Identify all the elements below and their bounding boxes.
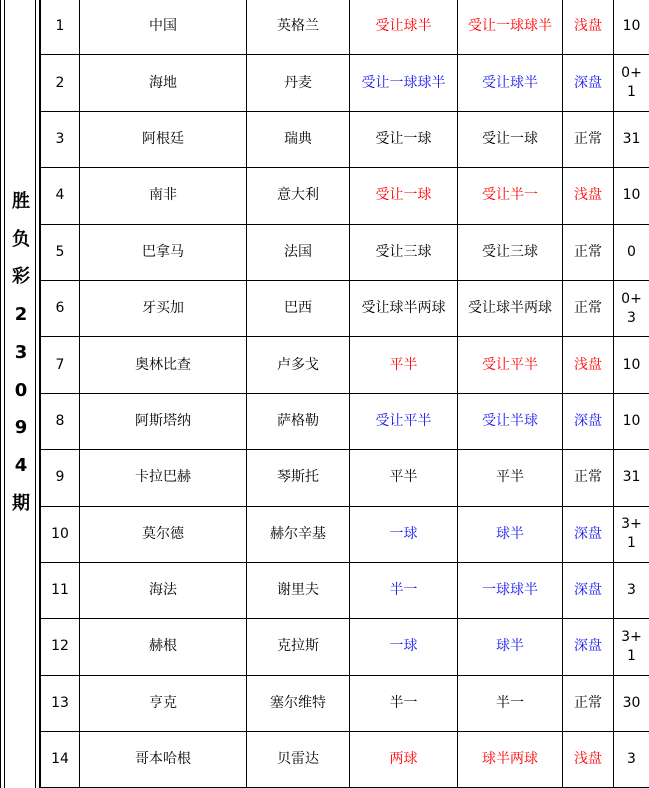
away-team-cell: 克拉斯 (247, 619, 350, 675)
home-team-cell: 牙买加 (80, 280, 247, 336)
line-type-cell: 浅盘 (563, 732, 614, 788)
handicap-current-cell: 受让球半两球 (458, 280, 563, 336)
table-row (41, 224, 649, 280)
line-type-cell: 正常 (563, 111, 614, 167)
count-cell: 10 (614, 337, 649, 393)
handicap-initial-cell: 受让三球 (350, 224, 458, 280)
handicap-current-cell: 受让球半 (458, 55, 563, 111)
away-team-cell: 法国 (247, 224, 350, 280)
handicap-current-cell: 球半 (458, 619, 563, 675)
home-team-cell: 海法 (80, 562, 247, 618)
match-number-cell: 7 (41, 337, 80, 393)
table-row (41, 393, 649, 449)
table-row (41, 506, 649, 562)
away-team-cell: 卢多戈 (247, 337, 350, 393)
home-team-cell: 巴拿马 (80, 224, 247, 280)
handicap-current-cell: 受让半一 (458, 168, 563, 224)
handicap-initial-cell: 半一 (350, 562, 458, 618)
home-team-cell: 奥林比查 (80, 337, 247, 393)
side-label-char: 2 (1, 296, 41, 334)
side-label-char: 9 (1, 409, 41, 447)
away-team-cell: 英格兰 (247, 0, 350, 55)
handicap-current-cell: 受让一球球半 (458, 0, 563, 55)
away-team-cell: 贝雷达 (247, 732, 350, 788)
match-number-cell: 8 (41, 393, 80, 449)
match-rows (41, 0, 649, 788)
table-row (41, 280, 649, 336)
handicap-current-cell: 受让平半 (458, 337, 563, 393)
home-team-cell: 海地 (80, 55, 247, 111)
side-label-char: 4 (1, 447, 41, 485)
count-cell: 0 (614, 224, 649, 280)
away-team-cell: 巴西 (247, 280, 350, 336)
match-number-cell: 13 (41, 675, 80, 731)
handicap-current-cell: 平半 (458, 450, 563, 506)
match-number-cell: 4 (41, 168, 80, 224)
away-team-cell: 瑞典 (247, 111, 350, 167)
line-type-cell: 浅盘 (563, 168, 614, 224)
count-cell: 3 (614, 732, 649, 788)
handicap-initial-cell: 受让一球 (350, 111, 458, 167)
home-team-cell: 赫根 (80, 619, 247, 675)
handicap-initial-cell: 一球 (350, 619, 458, 675)
match-number-cell: 3 (41, 111, 80, 167)
handicap-initial-cell: 平半 (350, 450, 458, 506)
handicap-initial-cell: 受让一球球半 (350, 55, 458, 111)
table-row (41, 450, 649, 506)
count-cell: 31 (614, 111, 649, 167)
home-team-cell: 莫尔德 (80, 506, 247, 562)
line-type-cell: 深盘 (563, 55, 614, 111)
home-team-cell: 阿斯塔纳 (80, 393, 247, 449)
handicap-initial-cell: 受让平半 (350, 393, 458, 449)
table-row (41, 619, 649, 675)
table-row (41, 562, 649, 618)
count-cell: 31 (614, 450, 649, 506)
away-team-cell: 谢里夫 (247, 562, 350, 618)
handicap-initial-cell: 一球 (350, 506, 458, 562)
handicap-current-cell: 受让半球 (458, 393, 563, 449)
handicap-current-cell: 一球球半 (458, 562, 563, 618)
side-label-char: 0 (1, 372, 41, 410)
handicap-initial-cell: 受让球半 (350, 0, 458, 55)
count-cell: 0+1 (614, 55, 649, 111)
handicap-initial-cell: 半一 (350, 675, 458, 731)
table-row (41, 732, 649, 788)
handicap-current-cell: 半一 (458, 675, 563, 731)
away-team-cell: 萨格勒 (247, 393, 350, 449)
line-type-cell: 深盘 (563, 393, 614, 449)
away-team-cell: 赫尔辛基 (247, 506, 350, 562)
table-row (41, 168, 649, 224)
handicap-current-cell: 受让三球 (458, 224, 563, 280)
match-number-cell: 6 (41, 280, 80, 336)
line-type-cell: 正常 (563, 450, 614, 506)
handicap-current-cell: 球半 (458, 506, 563, 562)
match-number-cell: 10 (41, 506, 80, 562)
home-team-cell: 阿根廷 (80, 111, 247, 167)
handicap-initial-cell: 受让一球 (350, 168, 458, 224)
match-number-cell: 14 (41, 732, 80, 788)
count-cell: 3+1 (614, 619, 649, 675)
side-label-char: 3 (1, 334, 41, 372)
match-number-cell: 1 (41, 0, 80, 55)
count-cell: 3 (614, 562, 649, 618)
handicap-current-cell: 受让一球 (458, 111, 563, 167)
away-team-cell: 丹麦 (247, 55, 350, 111)
match-table (40, 0, 649, 788)
table-row (41, 111, 649, 167)
home-team-cell: 南非 (80, 168, 247, 224)
home-team-cell: 哥本哈根 (80, 732, 247, 788)
match-number-cell: 12 (41, 619, 80, 675)
away-team-cell: 塞尔维特 (247, 675, 350, 731)
handicap-initial-cell: 受让球半两球 (350, 280, 458, 336)
table-row (41, 0, 649, 55)
handicap-current-cell: 球半两球 (458, 732, 563, 788)
line-type-cell: 浅盘 (563, 0, 614, 55)
line-type-cell: 正常 (563, 280, 614, 336)
away-team-cell: 琴斯托 (247, 450, 350, 506)
home-team-cell: 卡拉巴赫 (80, 450, 247, 506)
table-row (41, 337, 649, 393)
match-number-cell: 5 (41, 224, 80, 280)
home-team-cell: 亨克 (80, 675, 247, 731)
side-label-char: 期 (1, 485, 41, 523)
side-label (1, 183, 41, 522)
count-cell: 10 (614, 393, 649, 449)
match-number-cell: 9 (41, 450, 80, 506)
line-type-cell: 深盘 (563, 619, 614, 675)
match-number-cell: 2 (41, 55, 80, 111)
table-row (41, 55, 649, 111)
count-cell: 10 (614, 168, 649, 224)
match-number-cell: 11 (41, 562, 80, 618)
handicap-initial-cell: 平半 (350, 337, 458, 393)
line-type-cell: 深盘 (563, 506, 614, 562)
line-type-cell: 正常 (563, 675, 614, 731)
count-cell: 3+1 (614, 506, 649, 562)
count-cell: 10 (614, 0, 649, 55)
count-cell: 0+3 (614, 280, 649, 336)
away-team-cell: 意大利 (247, 168, 350, 224)
line-type-cell: 深盘 (563, 562, 614, 618)
side-label-char: 胜 (1, 183, 41, 221)
side-label-char: 负 (1, 221, 41, 259)
count-cell: 30 (614, 675, 649, 731)
side-label-column (0, 0, 40, 788)
home-team-cell: 中国 (80, 0, 247, 55)
side-label-char: 彩 (1, 258, 41, 296)
line-type-cell: 浅盘 (563, 337, 614, 393)
handicap-initial-cell: 两球 (350, 732, 458, 788)
line-type-cell: 正常 (563, 224, 614, 280)
table-row (41, 675, 649, 731)
